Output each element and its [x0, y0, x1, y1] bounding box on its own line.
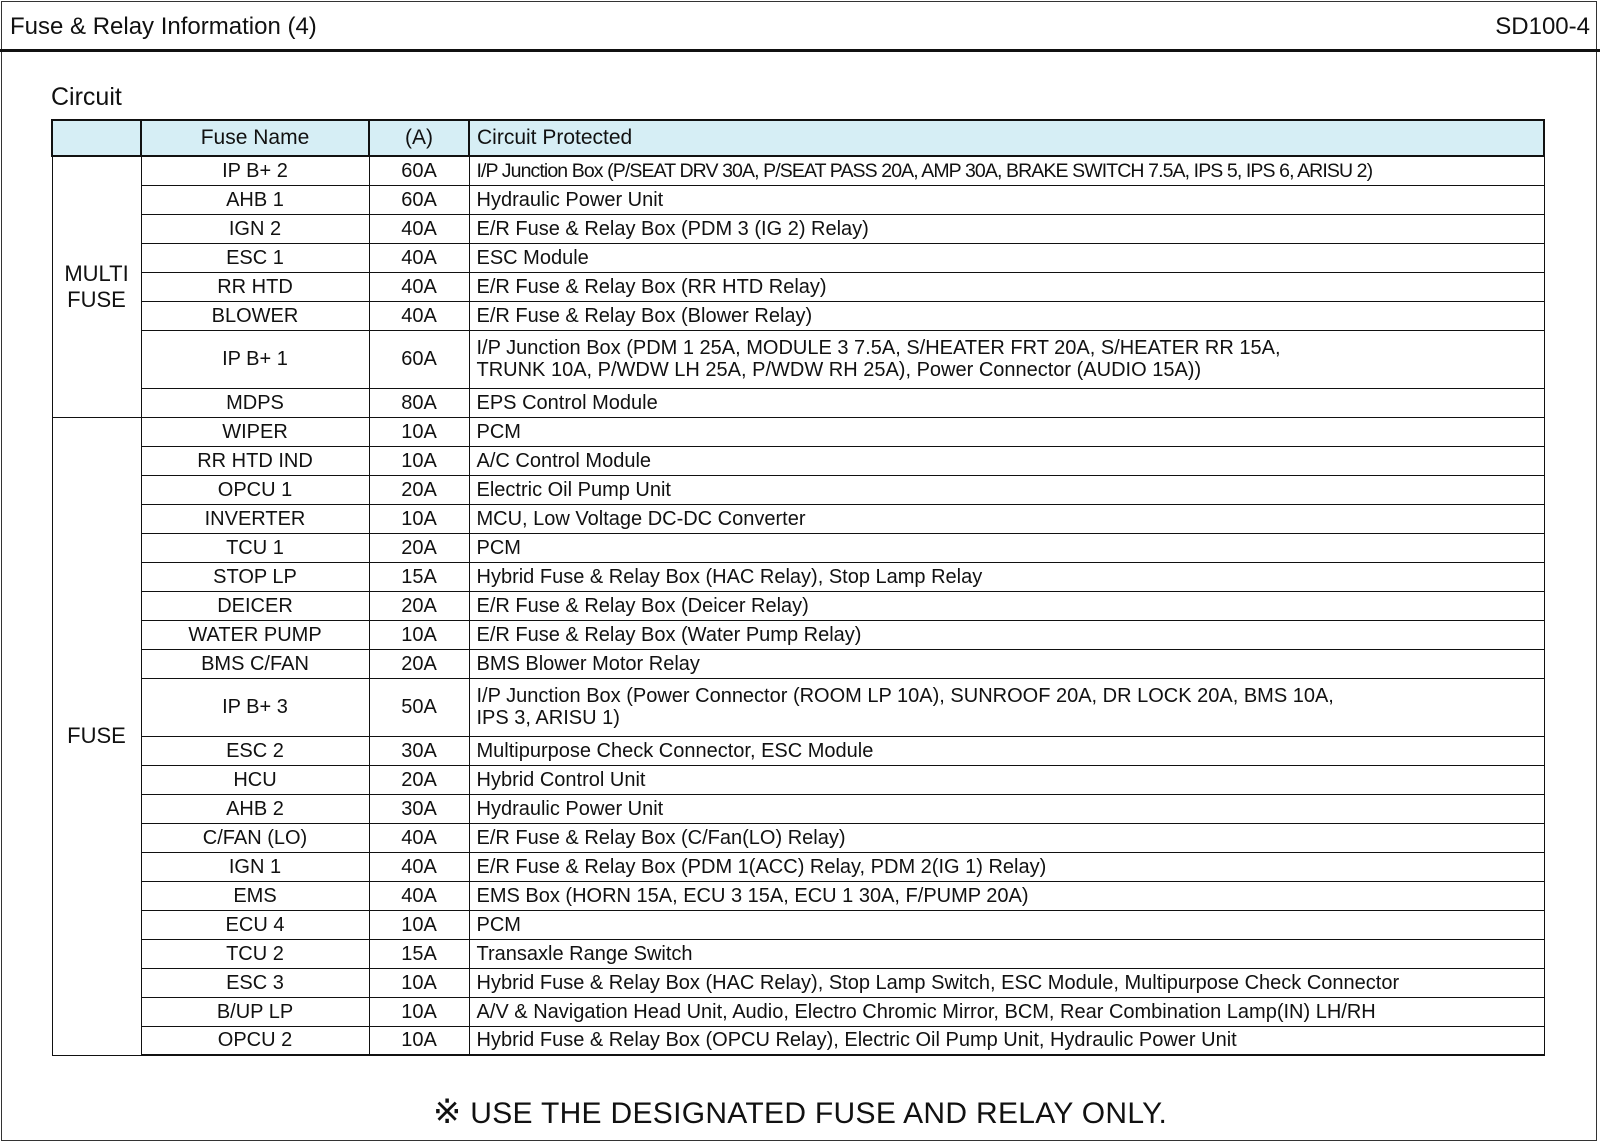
ampere-cell: 40A	[369, 243, 469, 272]
circuit-protected-cell: Hydraulic Power Unit	[469, 794, 1544, 823]
table-row	[52, 736, 1544, 765]
column-header-fuse-name: Fuse Name	[141, 120, 369, 156]
ampere-cell: 40A	[369, 301, 469, 330]
table-row	[52, 968, 1544, 997]
circuit-protected-cell: A/V & Navigation Head Unit, Audio, Electro Chromic Mirror, BCM, Rear Combination Lamp(IN) LH/RH	[469, 997, 1544, 1026]
circuit-protected-cell: E/R Fuse & Relay Box (Water Pump Relay)	[469, 620, 1544, 649]
fuse-name-cell: AHB 1	[141, 185, 369, 214]
table-row	[52, 214, 1544, 243]
circuit-protected-cell: EPS Control Module	[469, 388, 1544, 417]
table-row	[52, 881, 1544, 910]
ampere-cell: 10A	[369, 910, 469, 939]
circuit-protected-cell: Hydraulic Power Unit	[469, 185, 1544, 214]
circuit-protected-cell: EMS Box (HORN 15A, ECU 3 15A, ECU 1 30A, F/PUMP 20A)	[469, 881, 1544, 910]
table-row	[52, 475, 1544, 504]
fuse-name-cell: IP B+ 1	[141, 330, 369, 388]
fuse-name-cell: IP B+ 3	[141, 678, 369, 736]
fuse-name-cell: RR HTD IND	[141, 446, 369, 475]
ampere-cell: 15A	[369, 562, 469, 591]
circuit-protected-cell: PCM	[469, 533, 1544, 562]
table-row	[52, 388, 1544, 417]
reference-mark-icon: ※	[432, 1093, 462, 1131]
fuse-name-cell: BMS C/FAN	[141, 649, 369, 678]
circuit-protected-cell: I/P Junction Box (P/SEAT DRV 30A, P/SEAT PASS 20A, AMP 30A, BRAKE SWITCH 7.5A, IPS 5, IPS 6, ARISU 2)	[469, 156, 1544, 185]
table-row	[52, 852, 1544, 881]
circuit-protected-cell: E/R Fuse & Relay Box (PDM 1(ACC) Relay, PDM 2(IG 1) Relay)	[469, 852, 1544, 881]
ampere-cell: 10A	[369, 968, 469, 997]
table-row	[52, 330, 1544, 388]
table-row	[52, 417, 1544, 446]
ampere-cell: 20A	[369, 765, 469, 794]
circuit-protected-cell: Transaxle Range Switch	[469, 939, 1544, 968]
table-row	[52, 678, 1544, 736]
table-row	[52, 649, 1544, 678]
circuit-protected-cell: Hybrid Fuse & Relay Box (OPCU Relay), Electric Oil Pump Unit, Hydraulic Power Unit	[469, 1026, 1544, 1055]
table-row	[52, 765, 1544, 794]
circuit-protected-cell: E/R Fuse & Relay Box (Blower Relay)	[469, 301, 1544, 330]
table-row	[52, 620, 1544, 649]
ampere-cell: 10A	[369, 504, 469, 533]
table-row	[52, 823, 1544, 852]
ampere-cell: 10A	[369, 1026, 469, 1055]
column-header-ampere: (A)	[369, 120, 469, 156]
ampere-cell: 60A	[369, 330, 469, 388]
ampere-cell: 10A	[369, 997, 469, 1026]
fuse-name-cell: ESC 3	[141, 968, 369, 997]
circuit-protected-cell: E/R Fuse & Relay Box (Deicer Relay)	[469, 591, 1544, 620]
ampere-cell: 60A	[369, 185, 469, 214]
table-row	[52, 272, 1544, 301]
circuit-protected-cell: PCM	[469, 910, 1544, 939]
ampere-cell: 10A	[369, 620, 469, 649]
ampere-cell: 40A	[369, 881, 469, 910]
group-label: MULTI FUSE	[52, 156, 141, 417]
table-row	[52, 504, 1544, 533]
circuit-protected-cell: E/R Fuse & Relay Box (RR HTD Relay)	[469, 272, 1544, 301]
ampere-cell: 20A	[369, 649, 469, 678]
circuit-protected-cell: Hybrid Control Unit	[469, 765, 1544, 794]
ampere-cell: 40A	[369, 214, 469, 243]
fuse-name-cell: IGN 1	[141, 852, 369, 881]
fuse-name-cell: WATER PUMP	[141, 620, 369, 649]
fuse-name-cell: OPCU 1	[141, 475, 369, 504]
ampere-cell: 40A	[369, 823, 469, 852]
fuse-name-cell: INVERTER	[141, 504, 369, 533]
fuse-name-cell: TCU 2	[141, 939, 369, 968]
circuit-protected-cell: Hybrid Fuse & Relay Box (HAC Relay), Stop Lamp Relay	[469, 562, 1544, 591]
table-row	[52, 156, 1544, 185]
table-row	[52, 533, 1544, 562]
group-label: FUSE	[52, 417, 141, 1055]
fuse-name-cell: STOP LP	[141, 562, 369, 591]
footer-note	[0, 1094, 1600, 1132]
table-row	[52, 1026, 1544, 1055]
circuit-protected-cell: E/R Fuse & Relay Box (PDM 3 (IG 2) Relay)	[469, 214, 1544, 243]
footer-note-text: USE THE DESIGNATED FUSE AND RELAY ONLY.	[470, 1097, 1168, 1130]
ampere-cell: 80A	[369, 388, 469, 417]
ampere-cell: 15A	[369, 939, 469, 968]
fuse-name-cell: OPCU 2	[141, 1026, 369, 1055]
fuse-name-cell: WIPER	[141, 417, 369, 446]
fuse-table	[51, 119, 1545, 1056]
document-code: SD100-4	[1495, 13, 1590, 40]
ampere-cell: 10A	[369, 417, 469, 446]
column-header-circuit-protected: Circuit Protected	[469, 120, 1544, 156]
circuit-protected-cell: ESC Module	[469, 243, 1544, 272]
ampere-cell: 30A	[369, 794, 469, 823]
circuit-protected-cell: PCM	[469, 417, 1544, 446]
ampere-cell: 30A	[369, 736, 469, 765]
table-row	[52, 562, 1544, 591]
column-header-group	[52, 120, 141, 156]
ampere-cell: 20A	[369, 591, 469, 620]
ampere-cell: 20A	[369, 475, 469, 504]
fuse-name-cell: TCU 1	[141, 533, 369, 562]
ampere-cell: 40A	[369, 272, 469, 301]
page-title: Fuse & Relay Information (4)	[10, 13, 317, 40]
circuit-protected-cell: BMS Blower Motor Relay	[469, 649, 1544, 678]
fuse-name-cell: C/FAN (LO)	[141, 823, 369, 852]
fuse-name-cell: RR HTD	[141, 272, 369, 301]
table-row	[52, 939, 1544, 968]
section-title: Circuit	[51, 83, 122, 111]
fuse-name-cell: B/UP LP	[141, 997, 369, 1026]
fuse-name-cell: HCU	[141, 765, 369, 794]
table-row	[52, 446, 1544, 475]
fuse-name-cell: ESC 1	[141, 243, 369, 272]
fuse-name-cell: DEICER	[141, 591, 369, 620]
ampere-cell: 20A	[369, 533, 469, 562]
table-row	[52, 794, 1544, 823]
circuit-protected-cell: I/P Junction Box (Power Connector (ROOM LP 10A), SUNROOF 20A, DR LOCK 20A, BMS 10A, IPS 3, ARISU 1)	[469, 678, 1544, 736]
ampere-cell: 10A	[369, 446, 469, 475]
table-row	[52, 185, 1544, 214]
page-header	[0, 0, 1600, 52]
fuse-name-cell: ECU 4	[141, 910, 369, 939]
fuse-name-cell: MDPS	[141, 388, 369, 417]
table-header-row	[52, 120, 1544, 156]
circuit-protected-cell: Hybrid Fuse & Relay Box (HAC Relay), Stop Lamp Switch, ESC Module, Multipurpose Check Connector	[469, 968, 1544, 997]
ampere-cell: 50A	[369, 678, 469, 736]
table-row	[52, 997, 1544, 1026]
circuit-protected-cell: Multipurpose Check Connector, ESC Module	[469, 736, 1544, 765]
fuse-name-cell: BLOWER	[141, 301, 369, 330]
table-row	[52, 243, 1544, 272]
ampere-cell: 40A	[369, 852, 469, 881]
table-row	[52, 591, 1544, 620]
fuse-name-cell: AHB 2	[141, 794, 369, 823]
circuit-protected-cell: I/P Junction Box (PDM 1 25A, MODULE 3 7.5A, S/HEATER FRT 20A, S/HEATER RR 15A, TRUNK 10A, P/WDW LH 25A, P/WDW RH 25A), Power Connector (AUDIO 15A))	[469, 330, 1544, 388]
fuse-name-cell: EMS	[141, 881, 369, 910]
fuse-name-cell: IP B+ 2	[141, 156, 369, 185]
ampere-cell: 60A	[369, 156, 469, 185]
circuit-protected-cell: MCU, Low Voltage DC-DC Converter	[469, 504, 1544, 533]
circuit-protected-cell: E/R Fuse & Relay Box (C/Fan(LO) Relay)	[469, 823, 1544, 852]
fuse-name-cell: ESC 2	[141, 736, 369, 765]
fuse-name-cell: IGN 2	[141, 214, 369, 243]
table-row	[52, 301, 1544, 330]
circuit-protected-cell: A/C Control Module	[469, 446, 1544, 475]
circuit-protected-cell: Electric Oil Pump Unit	[469, 475, 1544, 504]
table-row	[52, 910, 1544, 939]
